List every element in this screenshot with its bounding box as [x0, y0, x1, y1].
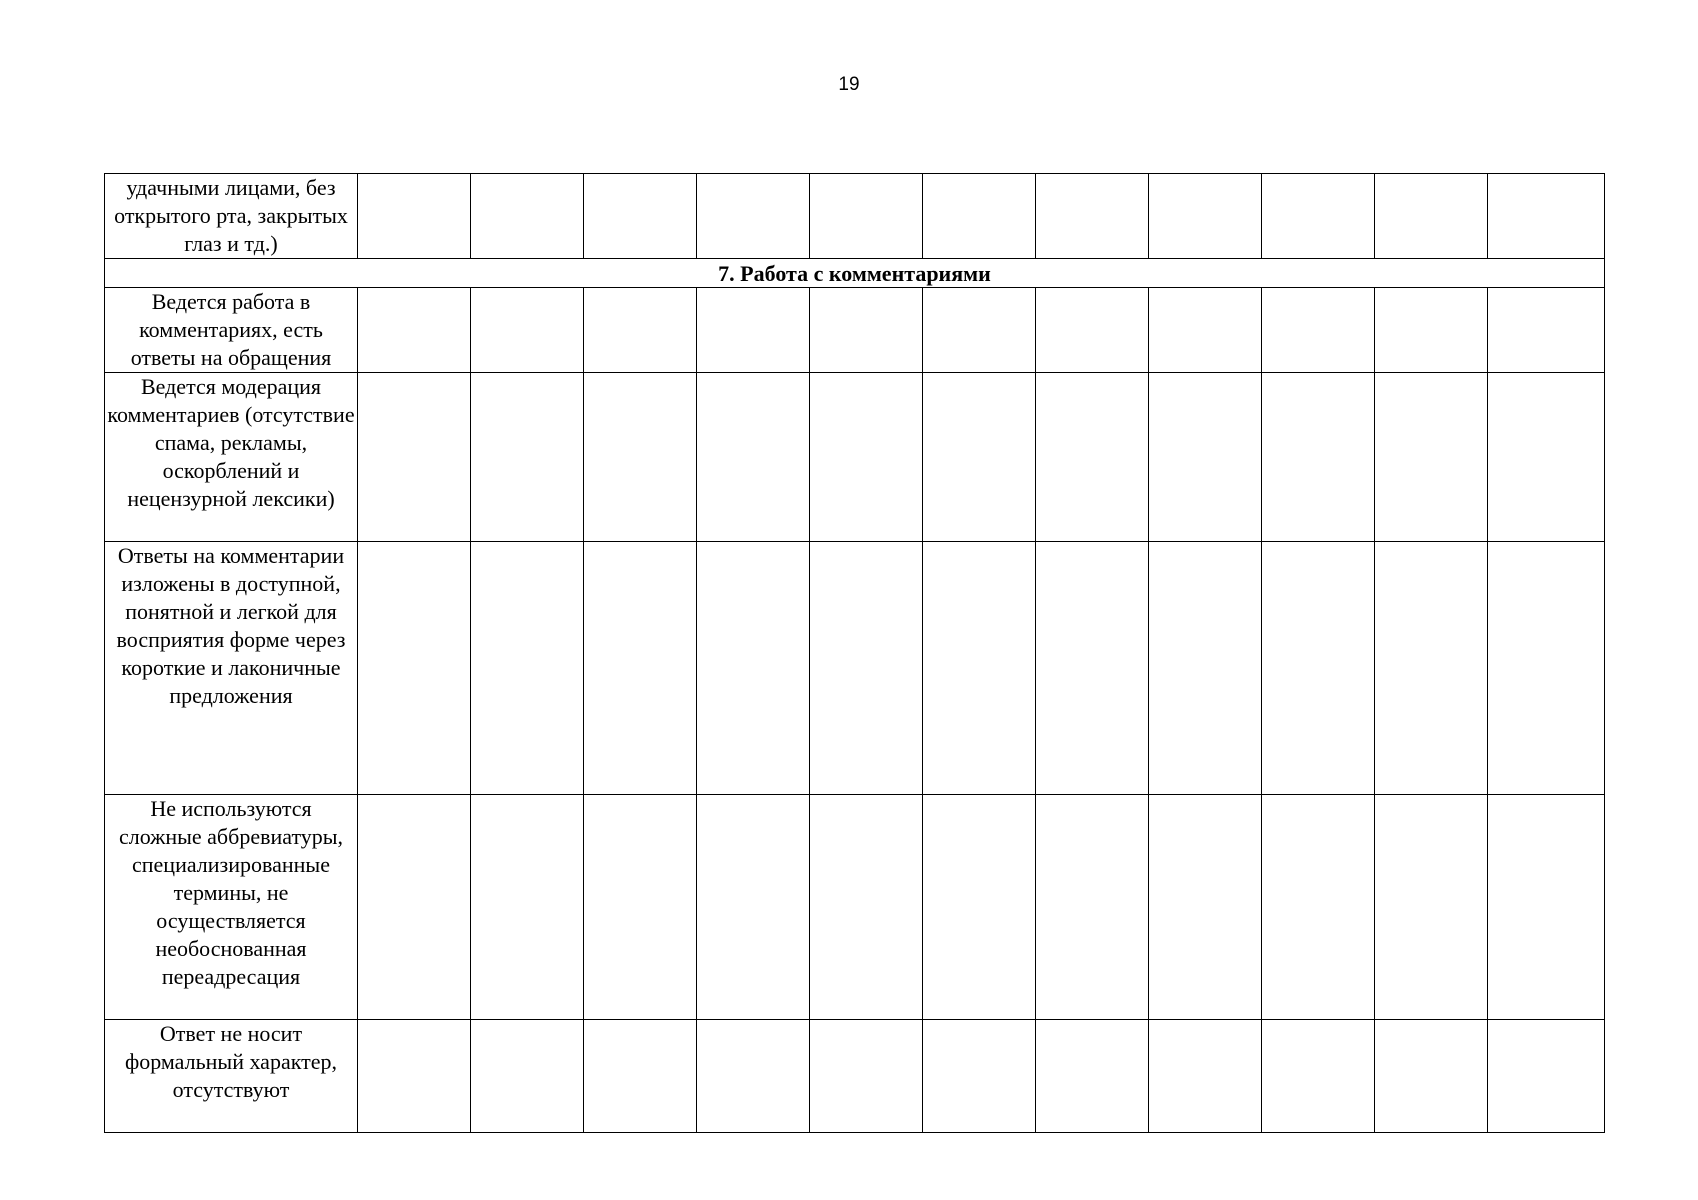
score-cell	[697, 1020, 810, 1133]
criterion-label: Ведется работа в комментариях, есть ответы на обращения	[105, 288, 358, 373]
score-cell	[471, 174, 584, 259]
score-cell	[471, 373, 584, 542]
score-cell	[923, 795, 1036, 1020]
score-cell	[810, 542, 923, 795]
table-row	[105, 1020, 1605, 1133]
score-cell	[810, 1020, 923, 1133]
criterion-label: Ведется модерация комментариев (отсутствие спама, рекламы, оскорблений и нецензурной лексики)	[105, 373, 358, 542]
score-cell	[697, 373, 810, 542]
score-cell	[1262, 542, 1375, 795]
score-cell	[471, 1020, 584, 1133]
score-cell	[358, 542, 471, 795]
score-cell	[1375, 795, 1488, 1020]
score-cell	[358, 174, 471, 259]
score-cell	[810, 174, 923, 259]
criterion-label: Ответы на комментарии изложены в доступной, понятной и легкой для восприятия форме через короткие и лаконичные предложения	[105, 542, 358, 795]
page-number: 19	[838, 74, 860, 95]
score-cell	[358, 795, 471, 1020]
score-cell	[697, 288, 810, 373]
score-cell	[1488, 795, 1605, 1020]
score-cell	[1036, 373, 1149, 542]
score-cell	[1375, 288, 1488, 373]
score-cell	[1488, 288, 1605, 373]
score-cell	[358, 373, 471, 542]
score-cell	[1262, 373, 1375, 542]
score-cell	[1375, 542, 1488, 795]
score-cell	[1488, 1020, 1605, 1133]
score-cell	[1036, 542, 1149, 795]
score-cell	[1488, 174, 1605, 259]
score-cell	[584, 373, 697, 542]
score-cell	[471, 288, 584, 373]
score-cell	[1149, 373, 1262, 542]
score-cell	[697, 795, 810, 1020]
score-cell	[1488, 542, 1605, 795]
score-cell	[1262, 795, 1375, 1020]
criterion-label: Ответ не носит формальный характер, отсутствуют	[105, 1020, 358, 1133]
score-cell	[810, 795, 923, 1020]
score-cell	[1036, 288, 1149, 373]
score-cell	[471, 542, 584, 795]
score-cell	[1375, 174, 1488, 259]
score-cell	[810, 288, 923, 373]
score-cell	[1036, 174, 1149, 259]
score-cell	[584, 795, 697, 1020]
score-cell	[1375, 1020, 1488, 1133]
score-cell	[1149, 1020, 1262, 1133]
score-cell	[923, 542, 1036, 795]
score-cell	[1488, 373, 1605, 542]
score-cell	[923, 288, 1036, 373]
score-cell	[584, 542, 697, 795]
score-cell	[697, 174, 810, 259]
criterion-label: удачными лицами, без открытого рта, закрытых глаз и тд.)	[105, 174, 358, 259]
score-cell	[471, 795, 584, 1020]
score-cell	[1149, 174, 1262, 259]
score-cell	[1262, 1020, 1375, 1133]
score-cell	[810, 373, 923, 542]
score-cell	[358, 1020, 471, 1133]
score-cell	[923, 1020, 1036, 1133]
table-row	[105, 288, 1605, 373]
score-cell	[923, 174, 1036, 259]
score-cell	[1036, 1020, 1149, 1133]
evaluation-table	[104, 173, 1605, 1133]
score-cell	[584, 174, 697, 259]
table-row	[105, 542, 1605, 795]
score-cell	[923, 373, 1036, 542]
score-cell	[697, 542, 810, 795]
table-row	[105, 795, 1605, 1020]
section-title: 7. Работа с комментариями	[105, 259, 1605, 288]
score-cell	[584, 1020, 697, 1133]
criterion-label: Не используются сложные аббревиатуры, специализированные термины, не осуществляется необоснованная переадресация	[105, 795, 358, 1020]
score-cell	[1149, 288, 1262, 373]
score-cell	[1149, 795, 1262, 1020]
score-cell	[1262, 174, 1375, 259]
score-cell	[1262, 288, 1375, 373]
score-cell	[1375, 373, 1488, 542]
table-row	[105, 373, 1605, 542]
score-cell	[1036, 795, 1149, 1020]
table-row	[105, 174, 1605, 259]
score-cell	[584, 288, 697, 373]
score-cell	[358, 288, 471, 373]
score-cell	[1149, 542, 1262, 795]
section-row	[105, 259, 1605, 288]
